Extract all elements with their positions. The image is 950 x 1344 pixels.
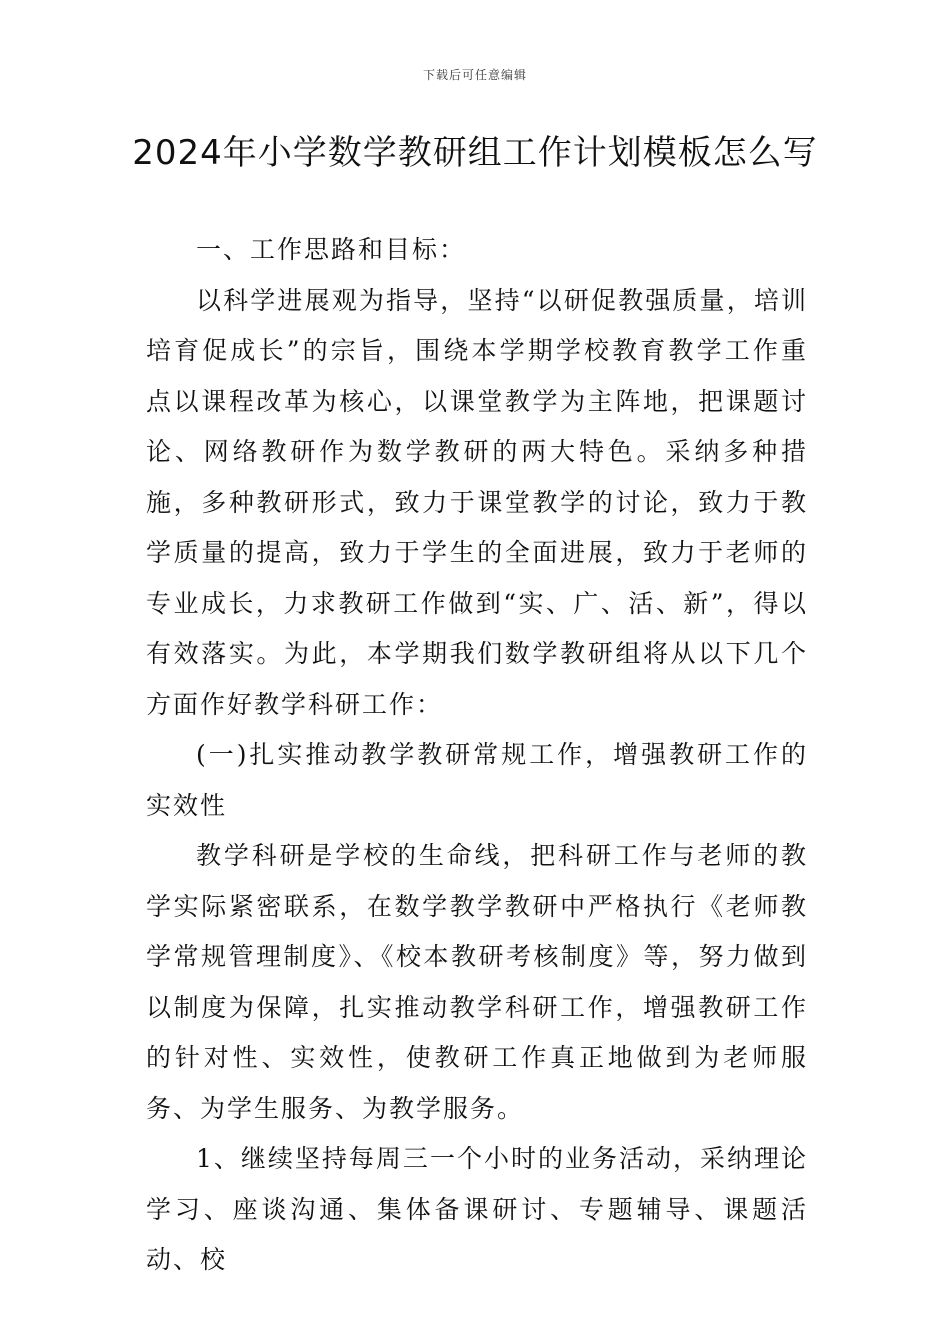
- section-heading-work-goals: 一、工作思路和目标：: [196, 235, 467, 264]
- paragraph-teaching-research: 教学科研是学校的生命线，把科研工作与老师的教学实际紧密联系，在数学教学教研中严格执行《老师教学常规管理制度》、《校本教研考核制度》等，努力做到以制度为保障，扎实推动教学科研工作，增强教研工作的针对性、实效性，使教研工作真正地做到为老师服务、为学生服务、为教学服务。: [146, 841, 808, 1123]
- paragraph-item-1: 1、继续坚持每周三一个小时的业务活动，采纳理论学习、座谈沟通、集体备课研讨、专题辅导、课题活动、校: [146, 1144, 808, 1274]
- subsection-heading-routine-work: (一)扎实推动教学教研常规工作，增强教研工作的实效性: [146, 740, 808, 820]
- document-title: 2024年小学数学教研组工作计划模板怎么写: [132, 133, 818, 173]
- document-body: [146, 225, 808, 1286]
- paragraph-guiding-principle: 以科学进展观为指导，坚持“以研促教强质量，培训培育促成长”的宗旨，围绕本学期学校教育教学工作重点以课程改革为核心，以课堂教学为主阵地，把课题讨论、网络教研作为数学教研的两大特色。采纳多种措施，多种教研形式，致力于课堂教学的讨论，致力于教学质量的提高，致力于学生的全面进展，致力于老师的专业成长，力求教研工作做到“实、广、活、新”，得以有效落实。为此，本学期我们数学教研组将从以下几个方面作好教学科研工作：: [146, 285, 808, 719]
- header-note: 下载后可任意编辑: [422, 68, 527, 82]
